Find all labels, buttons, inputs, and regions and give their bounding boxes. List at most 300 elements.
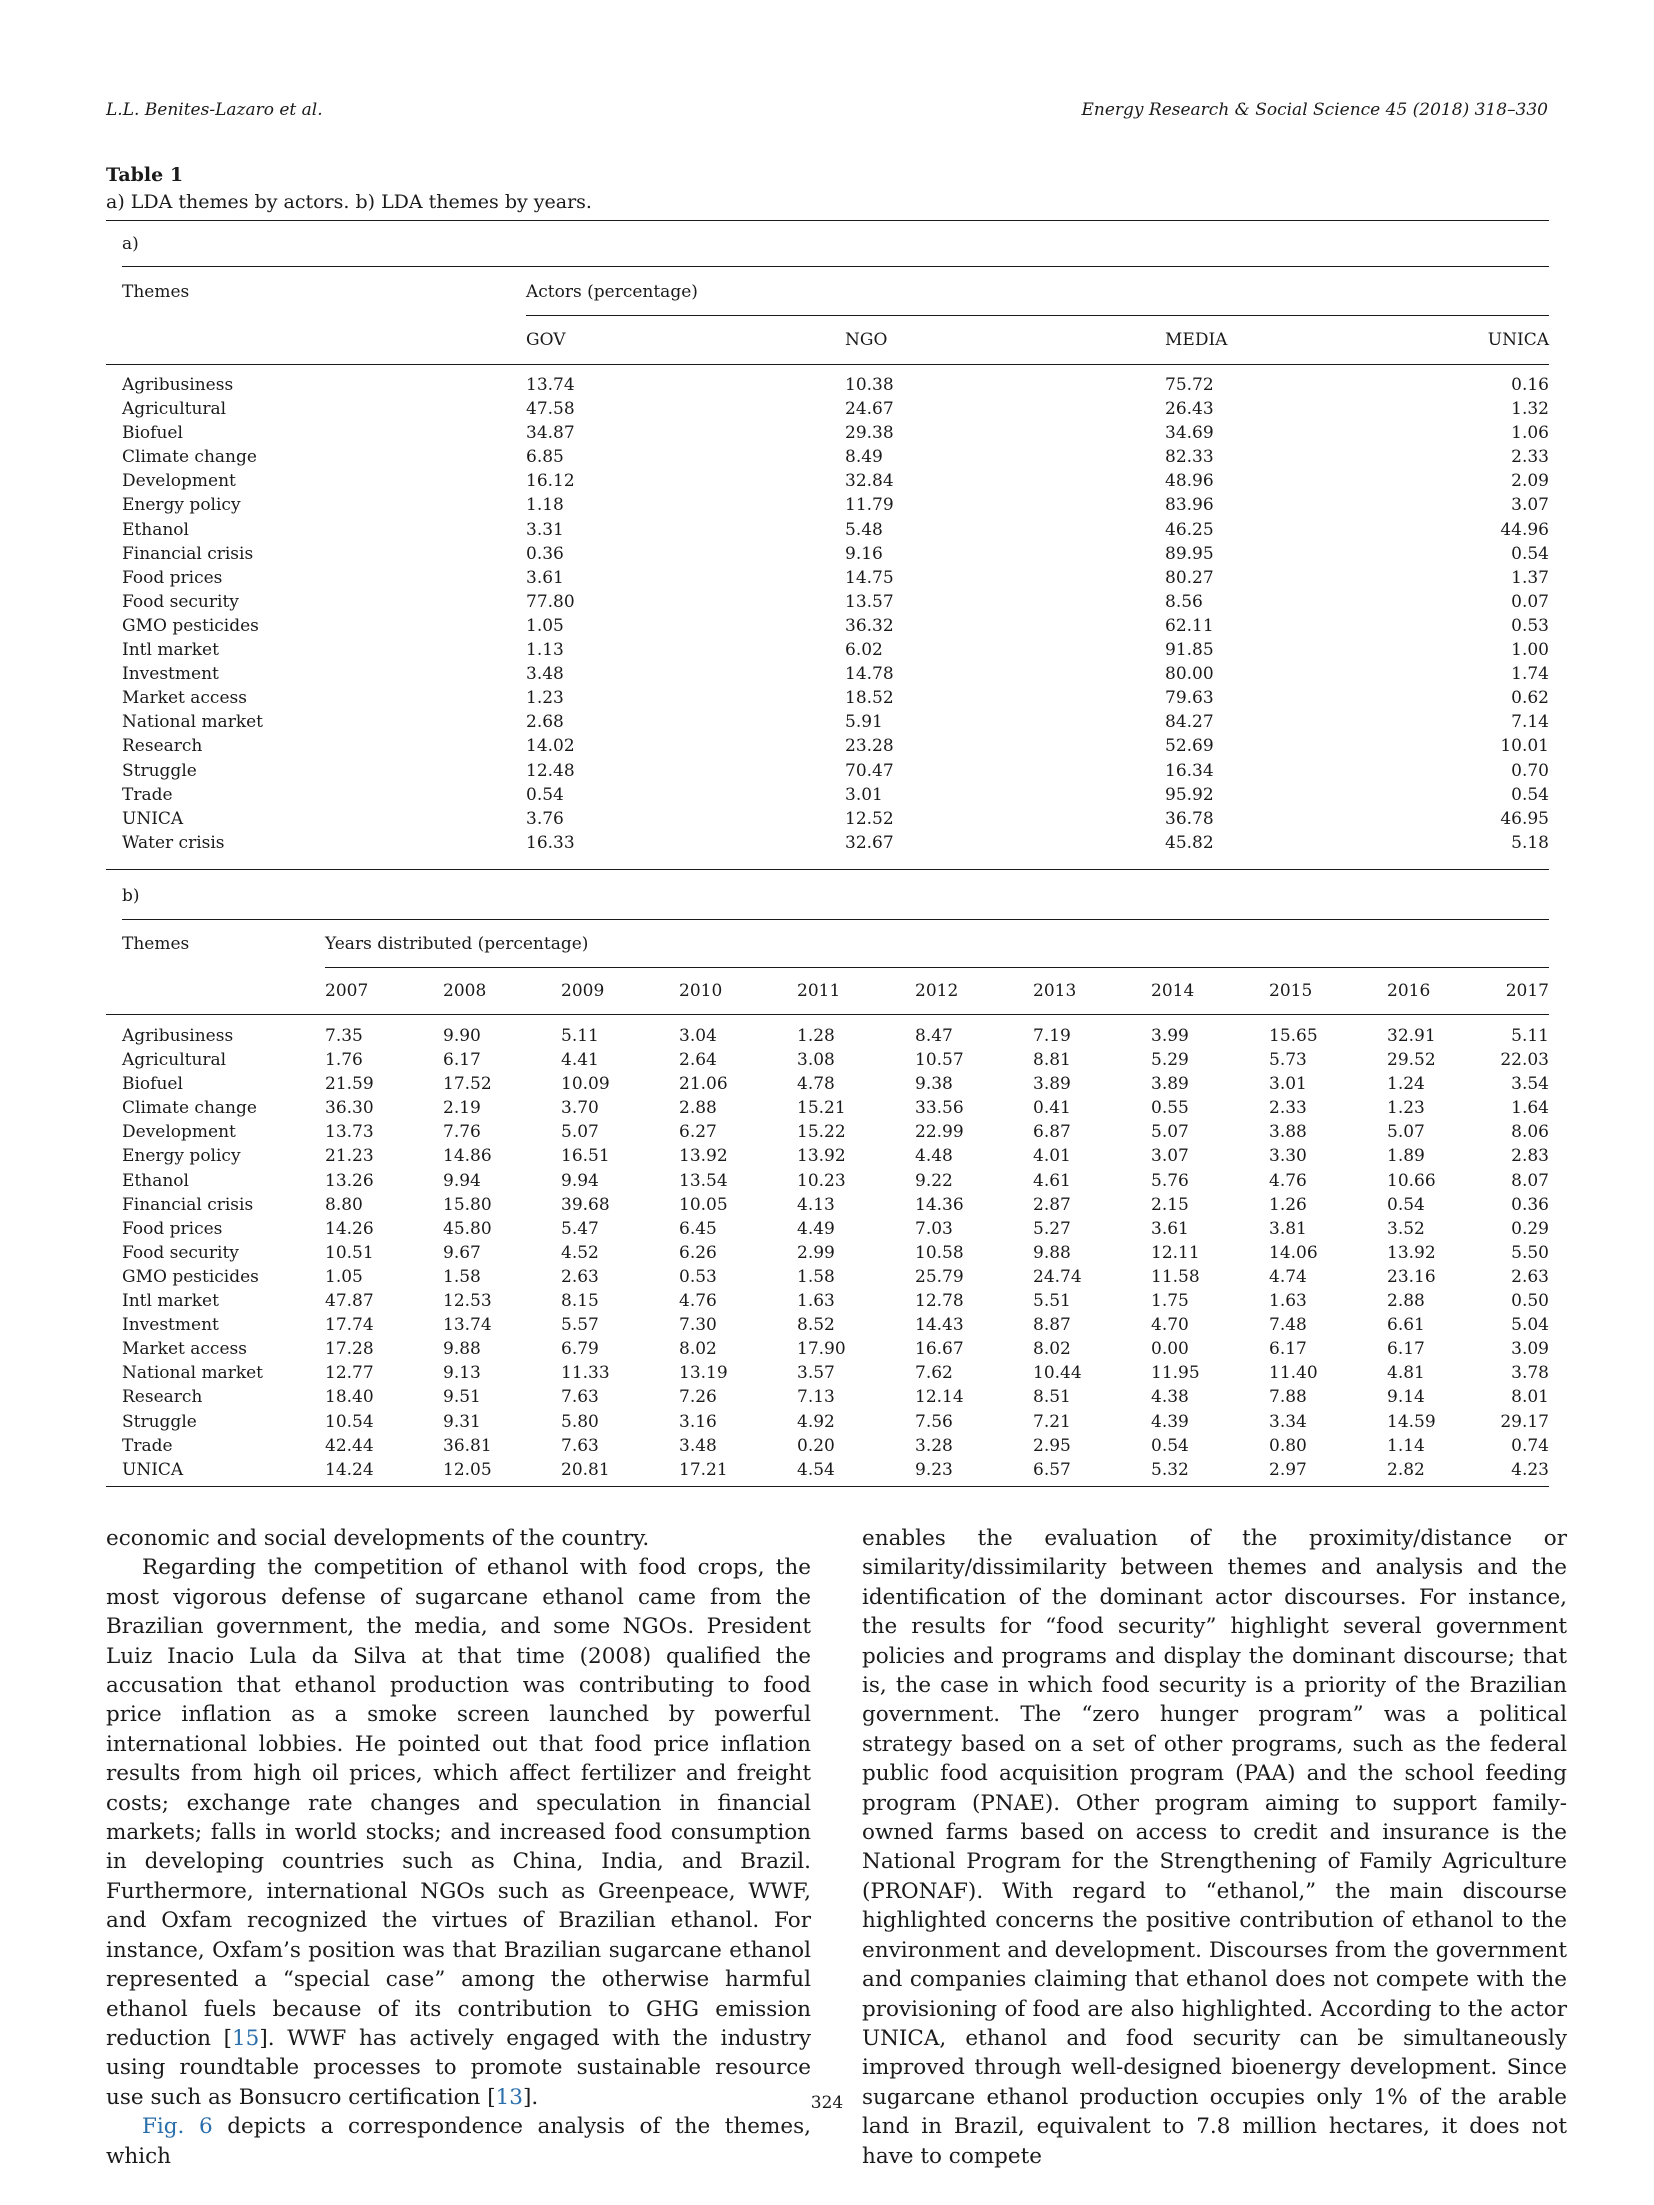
theme-cell: GMO pesticides xyxy=(122,1266,259,1287)
value-cell: 11.40 xyxy=(1269,1363,1318,1384)
theme-cell: GMO pesticides xyxy=(122,615,259,636)
value-cell: 3.52 xyxy=(1387,1218,1425,1239)
table-row xyxy=(0,421,1654,445)
table-row xyxy=(0,1120,1654,1144)
value-cell: 6.02 xyxy=(845,640,883,661)
figure-link-6[interactable]: Fig. 6 xyxy=(142,2114,213,2140)
value-cell: 48.96 xyxy=(1165,471,1214,492)
value-cell: 5.07 xyxy=(561,1122,599,1143)
value-cell: 1.05 xyxy=(526,615,564,636)
body-paragraph: economic and social developments of the country. xyxy=(106,1526,650,1551)
value-cell: 16.34 xyxy=(1165,760,1214,781)
value-cell: 6.57 xyxy=(1033,1459,1071,1480)
table-row xyxy=(0,734,1654,758)
value-cell: 80.00 xyxy=(1165,664,1214,685)
value-cell: 36.30 xyxy=(325,1098,374,1119)
table-row xyxy=(0,710,1654,734)
value-cell: 13.57 xyxy=(845,591,894,612)
body-paragraph: enables the evaluation of the proximity/distance or similarity/dissimilarity between themes and analysis and the identification of the dominant actor discourses. For instance, the results for “food security” highlight several government policies and programs and display the dominant discourse; that is, the case in which food security is a priority of the Brazilian government. The “zero hunger program” was a political strategy based on a set of other programs, such as the federal public food acquisition program (PAA) and the school feeding program (PNAE). Other program aiming to support family-owned farms based on access to credit and insurance is the National Program for the Strengthening of Family Agriculture (PRONAF). With regard to “ethanol,” the main discourse highlighted concerns the positive contribution of ethanol to the environment and development. Discourses from the government and companies claiming that ethanol does not compete with the provisioning of food are also highlighted. According to the actor UNICA, ethanol and food security can be simultaneously improved through well-designed bioenergy development. Since sugarcane ethanol production occupies only 1% of the arable land in Brazil, equivalent to 7.8 million hectares, it does not have to compete xyxy=(862,1526,1567,2169)
value-cell: 0.53 xyxy=(679,1266,717,1287)
value-cell: 0.54 xyxy=(1511,784,1549,805)
value-cell: 46.25 xyxy=(1165,519,1214,540)
value-cell: 4.78 xyxy=(797,1074,835,1095)
value-cell: 95.92 xyxy=(1165,784,1214,805)
value-cell: 0.36 xyxy=(1511,1194,1549,1215)
value-cell: 5.80 xyxy=(561,1411,599,1432)
theme-cell: Financial crisis xyxy=(122,543,254,564)
table-row xyxy=(0,1169,1654,1193)
value-cell: 15.80 xyxy=(443,1194,492,1215)
theme-cell: Market access xyxy=(122,688,247,709)
theme-cell: Food security xyxy=(122,591,239,612)
value-cell: 36.81 xyxy=(443,1435,492,1456)
value-cell: 0.29 xyxy=(1511,1218,1549,1239)
value-cell: 23.28 xyxy=(845,736,894,757)
value-cell: 11.79 xyxy=(845,495,894,516)
value-cell: 10.66 xyxy=(1387,1170,1436,1191)
value-cell: 7.48 xyxy=(1269,1315,1307,1336)
value-cell: 8.47 xyxy=(915,1026,953,1046)
value-cell: 15.22 xyxy=(797,1122,846,1143)
value-cell: 6.79 xyxy=(561,1339,599,1360)
value-cell: 9.67 xyxy=(443,1242,481,1263)
theme-cell: Climate change xyxy=(122,1098,257,1119)
part-b-label: b) xyxy=(122,886,140,906)
value-cell: 10.09 xyxy=(561,1074,610,1095)
value-cell: 9.94 xyxy=(561,1170,599,1191)
value-cell: 2.82 xyxy=(1387,1459,1425,1480)
value-cell: 3.16 xyxy=(679,1411,717,1432)
theme-cell: Climate change xyxy=(122,447,257,468)
value-cell: 3.70 xyxy=(561,1098,599,1119)
value-cell: 2.83 xyxy=(1511,1146,1549,1167)
value-cell: 82.33 xyxy=(1165,447,1214,468)
table-row xyxy=(0,1217,1654,1241)
value-cell: 5.32 xyxy=(1151,1459,1189,1480)
value-cell: 7.63 xyxy=(561,1435,599,1456)
value-cell: 10.23 xyxy=(797,1170,846,1191)
value-cell: 1.28 xyxy=(797,1026,835,1046)
value-cell: 2.63 xyxy=(561,1266,599,1287)
table-row xyxy=(0,1337,1654,1361)
value-cell: 0.00 xyxy=(1151,1339,1189,1360)
table-row xyxy=(0,1024,1654,1048)
value-cell: 12.52 xyxy=(845,808,894,829)
table-row xyxy=(0,1072,1654,1096)
theme-cell: Agricultural xyxy=(122,399,227,420)
value-cell: 2.63 xyxy=(1511,1266,1549,1287)
value-cell: 10.44 xyxy=(1033,1363,1082,1384)
value-cell: 1.23 xyxy=(1387,1098,1425,1119)
value-cell: 9.13 xyxy=(443,1363,481,1384)
theme-cell: Struggle xyxy=(122,760,197,781)
value-cell: 0.54 xyxy=(526,784,564,805)
value-cell: 23.16 xyxy=(1387,1266,1436,1287)
value-cell: 9.23 xyxy=(915,1459,953,1480)
value-cell: 29.38 xyxy=(845,423,894,444)
part-a-label: a) xyxy=(122,234,139,254)
year-column-header: 2015 xyxy=(1269,981,1313,1001)
value-cell: 8.52 xyxy=(797,1315,835,1336)
value-cell: 16.33 xyxy=(526,832,575,853)
year-column-header: 2009 xyxy=(561,981,605,1001)
value-cell: 2.19 xyxy=(443,1098,481,1119)
value-cell: 0.54 xyxy=(1151,1435,1189,1456)
table-row xyxy=(0,1434,1654,1458)
value-cell: 13.74 xyxy=(526,375,575,395)
value-cell: 5.07 xyxy=(1151,1122,1189,1143)
value-cell: 3.07 xyxy=(1511,495,1549,516)
year-column-header: 2016 xyxy=(1387,981,1431,1001)
table-caption-text: a) LDA themes by actors. b) LDA themes by years. xyxy=(106,191,592,213)
value-cell: 3.76 xyxy=(526,808,564,829)
value-cell: 1.18 xyxy=(526,495,564,516)
part-b-top-rule xyxy=(122,919,1549,920)
part-a-group-rule xyxy=(526,315,1549,316)
value-cell: 83.96 xyxy=(1165,495,1214,516)
value-cell: 8.07 xyxy=(1511,1170,1549,1191)
running-header-authors: L.L. Benites-Lazaro et al. xyxy=(106,100,323,120)
value-cell: 13.74 xyxy=(443,1315,492,1336)
year-column-header: 2013 xyxy=(1033,981,1077,1001)
value-cell: 10.58 xyxy=(915,1242,964,1263)
value-cell: 9.94 xyxy=(443,1170,481,1191)
value-cell: 13.73 xyxy=(325,1122,374,1143)
value-cell: 5.48 xyxy=(845,519,883,540)
part-a-group-header: Actors (percentage) xyxy=(526,282,698,302)
body-text-run: depicts a correspondence analysis of the themes, which xyxy=(106,2114,811,2169)
value-cell: 20.81 xyxy=(561,1459,610,1480)
body-column-right xyxy=(862,1524,1567,2171)
table-row xyxy=(0,662,1654,686)
table-row xyxy=(0,1458,1654,1482)
value-cell: 3.07 xyxy=(1151,1146,1189,1167)
value-cell: 1.05 xyxy=(325,1266,363,1287)
theme-cell: Trade xyxy=(122,1435,173,1456)
table-row xyxy=(0,445,1654,469)
value-cell: 4.39 xyxy=(1151,1411,1189,1432)
body-paragraph xyxy=(106,1553,811,2112)
theme-cell: Development xyxy=(122,471,236,492)
value-cell: 13.26 xyxy=(325,1170,374,1191)
value-cell: 6.17 xyxy=(443,1050,481,1071)
theme-cell: Biofuel xyxy=(122,1074,183,1095)
value-cell: 7.13 xyxy=(797,1387,835,1408)
value-cell: 5.27 xyxy=(1033,1218,1071,1239)
value-cell: 10.01 xyxy=(1500,736,1549,757)
table-row xyxy=(0,1289,1654,1313)
value-cell: 6.45 xyxy=(679,1218,717,1239)
value-cell: 4.81 xyxy=(1387,1363,1425,1384)
table-row xyxy=(0,807,1654,831)
value-cell: 4.48 xyxy=(915,1146,953,1167)
value-cell: 3.57 xyxy=(797,1363,835,1384)
value-cell: 9.14 xyxy=(1387,1387,1425,1408)
value-cell: 1.63 xyxy=(1269,1291,1307,1312)
theme-cell: Investment xyxy=(122,664,219,685)
value-cell: 8.02 xyxy=(1033,1339,1071,1360)
value-cell: 7.63 xyxy=(561,1387,599,1408)
part-b-group-header: Years distributed (percentage) xyxy=(325,934,589,954)
theme-cell: Food prices xyxy=(122,567,223,588)
value-cell: 2.68 xyxy=(526,712,564,733)
value-cell: 10.54 xyxy=(325,1411,374,1432)
part-a-col-gov: GOV xyxy=(526,330,566,350)
value-cell: 13.92 xyxy=(1387,1242,1436,1263)
value-cell: 8.15 xyxy=(561,1291,599,1312)
value-cell: 5.47 xyxy=(561,1218,599,1239)
value-cell: 0.55 xyxy=(1151,1098,1189,1119)
value-cell: 9.38 xyxy=(915,1074,953,1095)
value-cell: 3.48 xyxy=(679,1435,717,1456)
table-row xyxy=(0,566,1654,590)
value-cell: 3.81 xyxy=(1269,1218,1307,1239)
value-cell: 1.63 xyxy=(797,1291,835,1312)
value-cell: 1.32 xyxy=(1511,399,1549,420)
value-cell: 1.89 xyxy=(1387,1146,1425,1167)
value-cell: 0.70 xyxy=(1511,760,1549,781)
value-cell: 2.15 xyxy=(1151,1194,1189,1215)
theme-cell: Intl market xyxy=(122,640,219,661)
value-cell: 22.99 xyxy=(915,1122,964,1143)
theme-cell: Ethanol xyxy=(122,519,189,540)
value-cell: 45.80 xyxy=(443,1218,492,1239)
value-cell: 18.40 xyxy=(325,1387,374,1408)
theme-cell: Financial crisis xyxy=(122,1194,254,1215)
value-cell: 7.14 xyxy=(1511,712,1549,733)
value-cell: 32.91 xyxy=(1387,1026,1436,1046)
value-cell: 4.38 xyxy=(1151,1387,1189,1408)
value-cell: 3.28 xyxy=(915,1435,953,1456)
value-cell: 8.01 xyxy=(1511,1387,1549,1408)
value-cell: 14.78 xyxy=(845,664,894,685)
value-cell: 1.64 xyxy=(1511,1098,1549,1119)
value-cell: 1.58 xyxy=(797,1266,835,1287)
value-cell: 47.87 xyxy=(325,1291,374,1312)
value-cell: 4.41 xyxy=(561,1050,599,1071)
value-cell: 7.88 xyxy=(1269,1387,1307,1408)
theme-cell: Water crisis xyxy=(122,832,225,853)
value-cell: 0.20 xyxy=(797,1435,835,1456)
value-cell: 10.51 xyxy=(325,1242,374,1263)
value-cell: 8.80 xyxy=(325,1194,363,1215)
year-column-header: 2007 xyxy=(325,981,369,1001)
value-cell: 5.04 xyxy=(1511,1315,1549,1336)
value-cell: 3.48 xyxy=(526,664,564,685)
value-cell: 3.34 xyxy=(1269,1411,1307,1432)
value-cell: 34.69 xyxy=(1165,423,1214,444)
table-row xyxy=(0,469,1654,493)
table-row xyxy=(0,1361,1654,1385)
value-cell: 0.54 xyxy=(1387,1194,1425,1215)
value-cell: 9.16 xyxy=(845,543,883,564)
value-cell: 17.52 xyxy=(443,1074,492,1095)
value-cell: 17.21 xyxy=(679,1459,728,1480)
running-header-journal: Energy Research & Social Science 45 (2018) 318–330 xyxy=(1081,100,1548,120)
value-cell: 13.19 xyxy=(679,1363,728,1384)
value-cell: 5.50 xyxy=(1511,1242,1549,1263)
value-cell: 10.57 xyxy=(915,1050,964,1071)
value-cell: 80.27 xyxy=(1165,567,1214,588)
value-cell: 6.87 xyxy=(1033,1122,1071,1143)
value-cell: 8.49 xyxy=(845,447,883,468)
value-cell: 14.26 xyxy=(325,1218,374,1239)
table-row xyxy=(0,397,1654,421)
value-cell: 7.19 xyxy=(1033,1026,1071,1046)
value-cell: 3.08 xyxy=(797,1050,835,1071)
value-cell: 1.75 xyxy=(1151,1291,1189,1312)
value-cell: 4.74 xyxy=(1269,1266,1307,1287)
value-cell: 7.35 xyxy=(325,1026,363,1046)
value-cell: 44.96 xyxy=(1500,519,1549,540)
value-cell: 1.26 xyxy=(1269,1194,1307,1215)
value-cell: 9.31 xyxy=(443,1411,481,1432)
value-cell: 42.44 xyxy=(325,1435,374,1456)
part-a-col-media: MEDIA xyxy=(1165,330,1228,350)
value-cell: 12.78 xyxy=(915,1291,964,1312)
value-cell: 1.06 xyxy=(1511,423,1549,444)
value-cell: 3.01 xyxy=(1269,1074,1307,1095)
value-cell: 24.67 xyxy=(845,399,894,420)
value-cell: 0.80 xyxy=(1269,1435,1307,1456)
value-cell: 3.89 xyxy=(1151,1074,1189,1095)
table-row xyxy=(0,1265,1654,1289)
theme-cell: Development xyxy=(122,1122,236,1143)
value-cell: 1.14 xyxy=(1387,1435,1425,1456)
value-cell: 0.53 xyxy=(1511,615,1549,636)
value-cell: 5.57 xyxy=(561,1315,599,1336)
value-cell: 3.30 xyxy=(1269,1146,1307,1167)
value-cell: 36.78 xyxy=(1165,808,1214,829)
value-cell: 33.56 xyxy=(915,1098,964,1119)
value-cell: 45.82 xyxy=(1165,832,1214,853)
value-cell: 2.88 xyxy=(1387,1291,1425,1312)
value-cell: 21.06 xyxy=(679,1074,728,1095)
table-caption xyxy=(106,162,592,216)
value-cell: 16.12 xyxy=(526,471,575,492)
value-cell: 3.61 xyxy=(526,567,564,588)
body-text-run: ]. xyxy=(522,2084,539,2110)
table-label: Table 1 xyxy=(106,164,184,186)
value-cell: 0.16 xyxy=(1511,375,1549,395)
table-row xyxy=(0,1313,1654,1337)
value-cell: 6.27 xyxy=(679,1122,717,1143)
value-cell: 47.58 xyxy=(526,399,575,420)
table-row xyxy=(0,1096,1654,1120)
value-cell: 2.99 xyxy=(797,1242,835,1263)
value-cell: 8.02 xyxy=(679,1339,717,1360)
value-cell: 14.24 xyxy=(325,1459,374,1480)
value-cell: 12.11 xyxy=(1151,1242,1200,1263)
theme-cell: Agricultural xyxy=(122,1050,227,1071)
citation-link-13[interactable]: 13 xyxy=(495,2084,523,2110)
theme-cell: National market xyxy=(122,712,264,733)
table-bottom-rule xyxy=(106,1486,1549,1487)
part-a-col-ngo: NGO xyxy=(845,330,888,350)
value-cell: 6.61 xyxy=(1387,1315,1425,1336)
value-cell: 0.07 xyxy=(1511,591,1549,612)
value-cell: 7.76 xyxy=(443,1122,481,1143)
theme-cell: Research xyxy=(122,736,203,757)
value-cell: 15.21 xyxy=(797,1098,846,1119)
value-cell: 12.48 xyxy=(526,760,575,781)
body-column-left xyxy=(106,1524,811,2171)
value-cell: 7.03 xyxy=(915,1218,953,1239)
value-cell: 11.33 xyxy=(561,1363,610,1384)
value-cell: 75.72 xyxy=(1165,375,1214,395)
value-cell: 4.92 xyxy=(797,1411,835,1432)
value-cell: 21.59 xyxy=(325,1074,374,1095)
value-cell: 17.28 xyxy=(325,1339,374,1360)
value-cell: 46.95 xyxy=(1500,808,1549,829)
table-row xyxy=(0,759,1654,783)
value-cell: 14.06 xyxy=(1269,1242,1318,1263)
value-cell: 12.05 xyxy=(443,1459,492,1480)
table-row xyxy=(0,493,1654,517)
part-a-col-unica: UNICA xyxy=(1487,330,1549,350)
value-cell: 3.89 xyxy=(1033,1074,1071,1095)
value-cell: 0.74 xyxy=(1511,1435,1549,1456)
value-cell: 62.11 xyxy=(1165,615,1214,636)
value-cell: 89.95 xyxy=(1165,543,1214,564)
value-cell: 3.09 xyxy=(1511,1339,1549,1360)
value-cell: 29.52 xyxy=(1387,1050,1436,1071)
value-cell: 5.29 xyxy=(1151,1050,1189,1071)
value-cell: 91.85 xyxy=(1165,640,1214,661)
table-row xyxy=(0,614,1654,638)
table-row xyxy=(0,783,1654,807)
value-cell: 5.76 xyxy=(1151,1170,1189,1191)
value-cell: 17.74 xyxy=(325,1315,374,1336)
value-cell: 3.99 xyxy=(1151,1026,1189,1046)
theme-cell: National market xyxy=(122,1363,264,1384)
value-cell: 6.26 xyxy=(679,1242,717,1263)
theme-cell: Ethanol xyxy=(122,1170,189,1191)
value-cell: 2.97 xyxy=(1269,1459,1307,1480)
value-cell: 13.92 xyxy=(797,1146,846,1167)
table-row xyxy=(0,1410,1654,1434)
value-cell: 5.11 xyxy=(561,1026,599,1046)
part-b-rows xyxy=(0,1024,1654,1482)
value-cell: 0.54 xyxy=(1511,543,1549,564)
citation-link-15[interactable]: 15 xyxy=(232,2025,260,2051)
table-top-rule xyxy=(106,220,1549,221)
part-a-bottom-rule xyxy=(106,869,1549,870)
value-cell: 2.33 xyxy=(1511,447,1549,468)
value-cell: 32.67 xyxy=(845,832,894,853)
theme-cell: Energy policy xyxy=(122,495,241,516)
year-column-header: 2010 xyxy=(679,981,723,1001)
value-cell: 29.17 xyxy=(1500,1411,1549,1432)
value-cell: 4.49 xyxy=(797,1218,835,1239)
theme-cell: Energy policy xyxy=(122,1146,241,1167)
value-cell: 26.43 xyxy=(1165,399,1214,420)
value-cell: 4.76 xyxy=(679,1291,717,1312)
theme-cell: Trade xyxy=(122,784,173,805)
theme-cell: Investment xyxy=(122,1315,219,1336)
theme-cell: Agribusiness xyxy=(122,375,234,395)
page-number: 324 xyxy=(810,2093,844,2113)
value-cell: 7.56 xyxy=(915,1411,953,1432)
value-cell: 3.54 xyxy=(1511,1074,1549,1095)
value-cell: 5.18 xyxy=(1511,832,1549,853)
value-cell: 1.00 xyxy=(1511,640,1549,661)
value-cell: 3.04 xyxy=(679,1026,717,1046)
theme-cell: Market access xyxy=(122,1339,247,1360)
value-cell: 16.51 xyxy=(561,1146,610,1167)
body-text-run: ]. WWF has actively engaged with the industry using roundtable processes to promote sustainable resource use such as Bonsucro certification [ xyxy=(106,2025,811,2110)
theme-cell: Intl market xyxy=(122,1291,219,1312)
